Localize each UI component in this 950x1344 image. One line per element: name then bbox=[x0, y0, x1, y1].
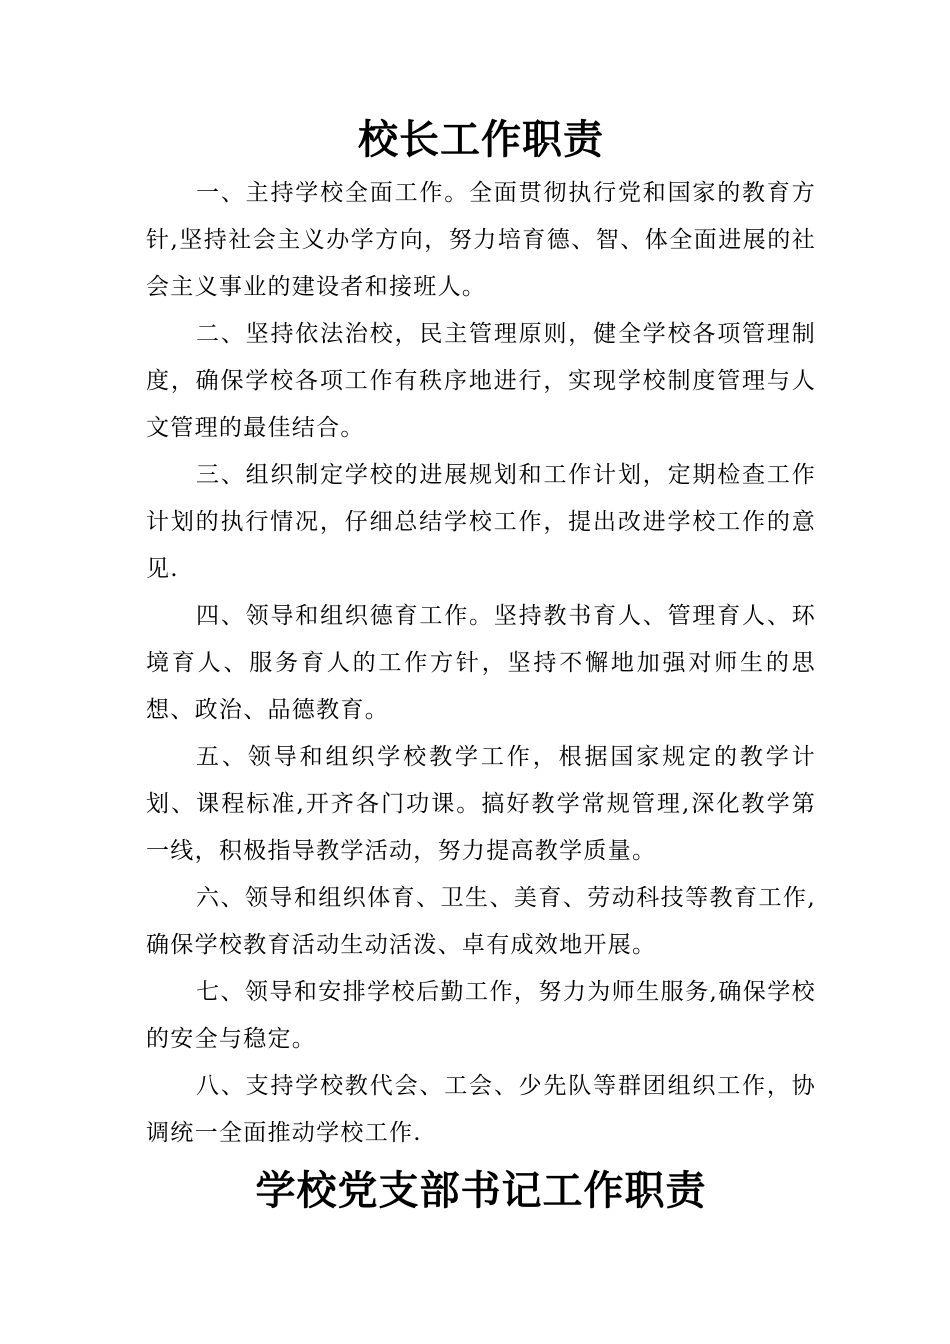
document-page bbox=[146, 110, 816, 1221]
duty-paragraph-5: 五、领导和组织学校教学工作，根据国家规定的教学计划、课程标准,开齐各门功课。搞好教学常规管理,深化教学第一线，积极指导教学活动，努力提高教学质量。 bbox=[146, 744, 816, 864]
duty-paragraph-8: 八、支持学校教代会、工会、少先队等群团组织工作，协调统一全面推动学校工作. bbox=[146, 1073, 816, 1146]
duty-paragraph-3: 三、组织制定学校的进展规划和工作计划，定期检查工作计划的执行情况，仔细总结学校工作，提出改进学校工作的意见. bbox=[146, 462, 816, 582]
section-title-party-secretary: 学校党支部书记工作职责 bbox=[255, 1168, 707, 1214]
duty-paragraph-6: 六、领导和组织体育、卫生、美育、劳动科技等教育工作,确保学校教育活动生动活泼、卓有成效地开展。 bbox=[146, 885, 816, 958]
duty-paragraph-2: 二、坚持依法治校，民主管理原则，健全学校各项管理制度，确保学校各项工作有秩序地进行，实现学校制度管理与人文管理的最佳结合。 bbox=[146, 321, 816, 441]
document-title: 校长工作职责 bbox=[358, 117, 604, 163]
duty-paragraph-4: 四、领导和组织德育工作。坚持教书育人、管理育人、环境育人、服务育人的工作方针，坚持不懈地加强对师生的思想、政治、品德教育。 bbox=[146, 603, 816, 723]
duty-paragraph-7: 七、领导和安排学校后勤工作，努力为师生服务,确保学校的安全与稳定。 bbox=[146, 979, 816, 1052]
duty-paragraph-1: 一、主持学校全面工作。全面贯彻执行党和国家的教育方针,坚持社会主义办学方向，努力培育德、智、体全面进展的社会主义事业的建设者和接班人。 bbox=[146, 180, 816, 300]
